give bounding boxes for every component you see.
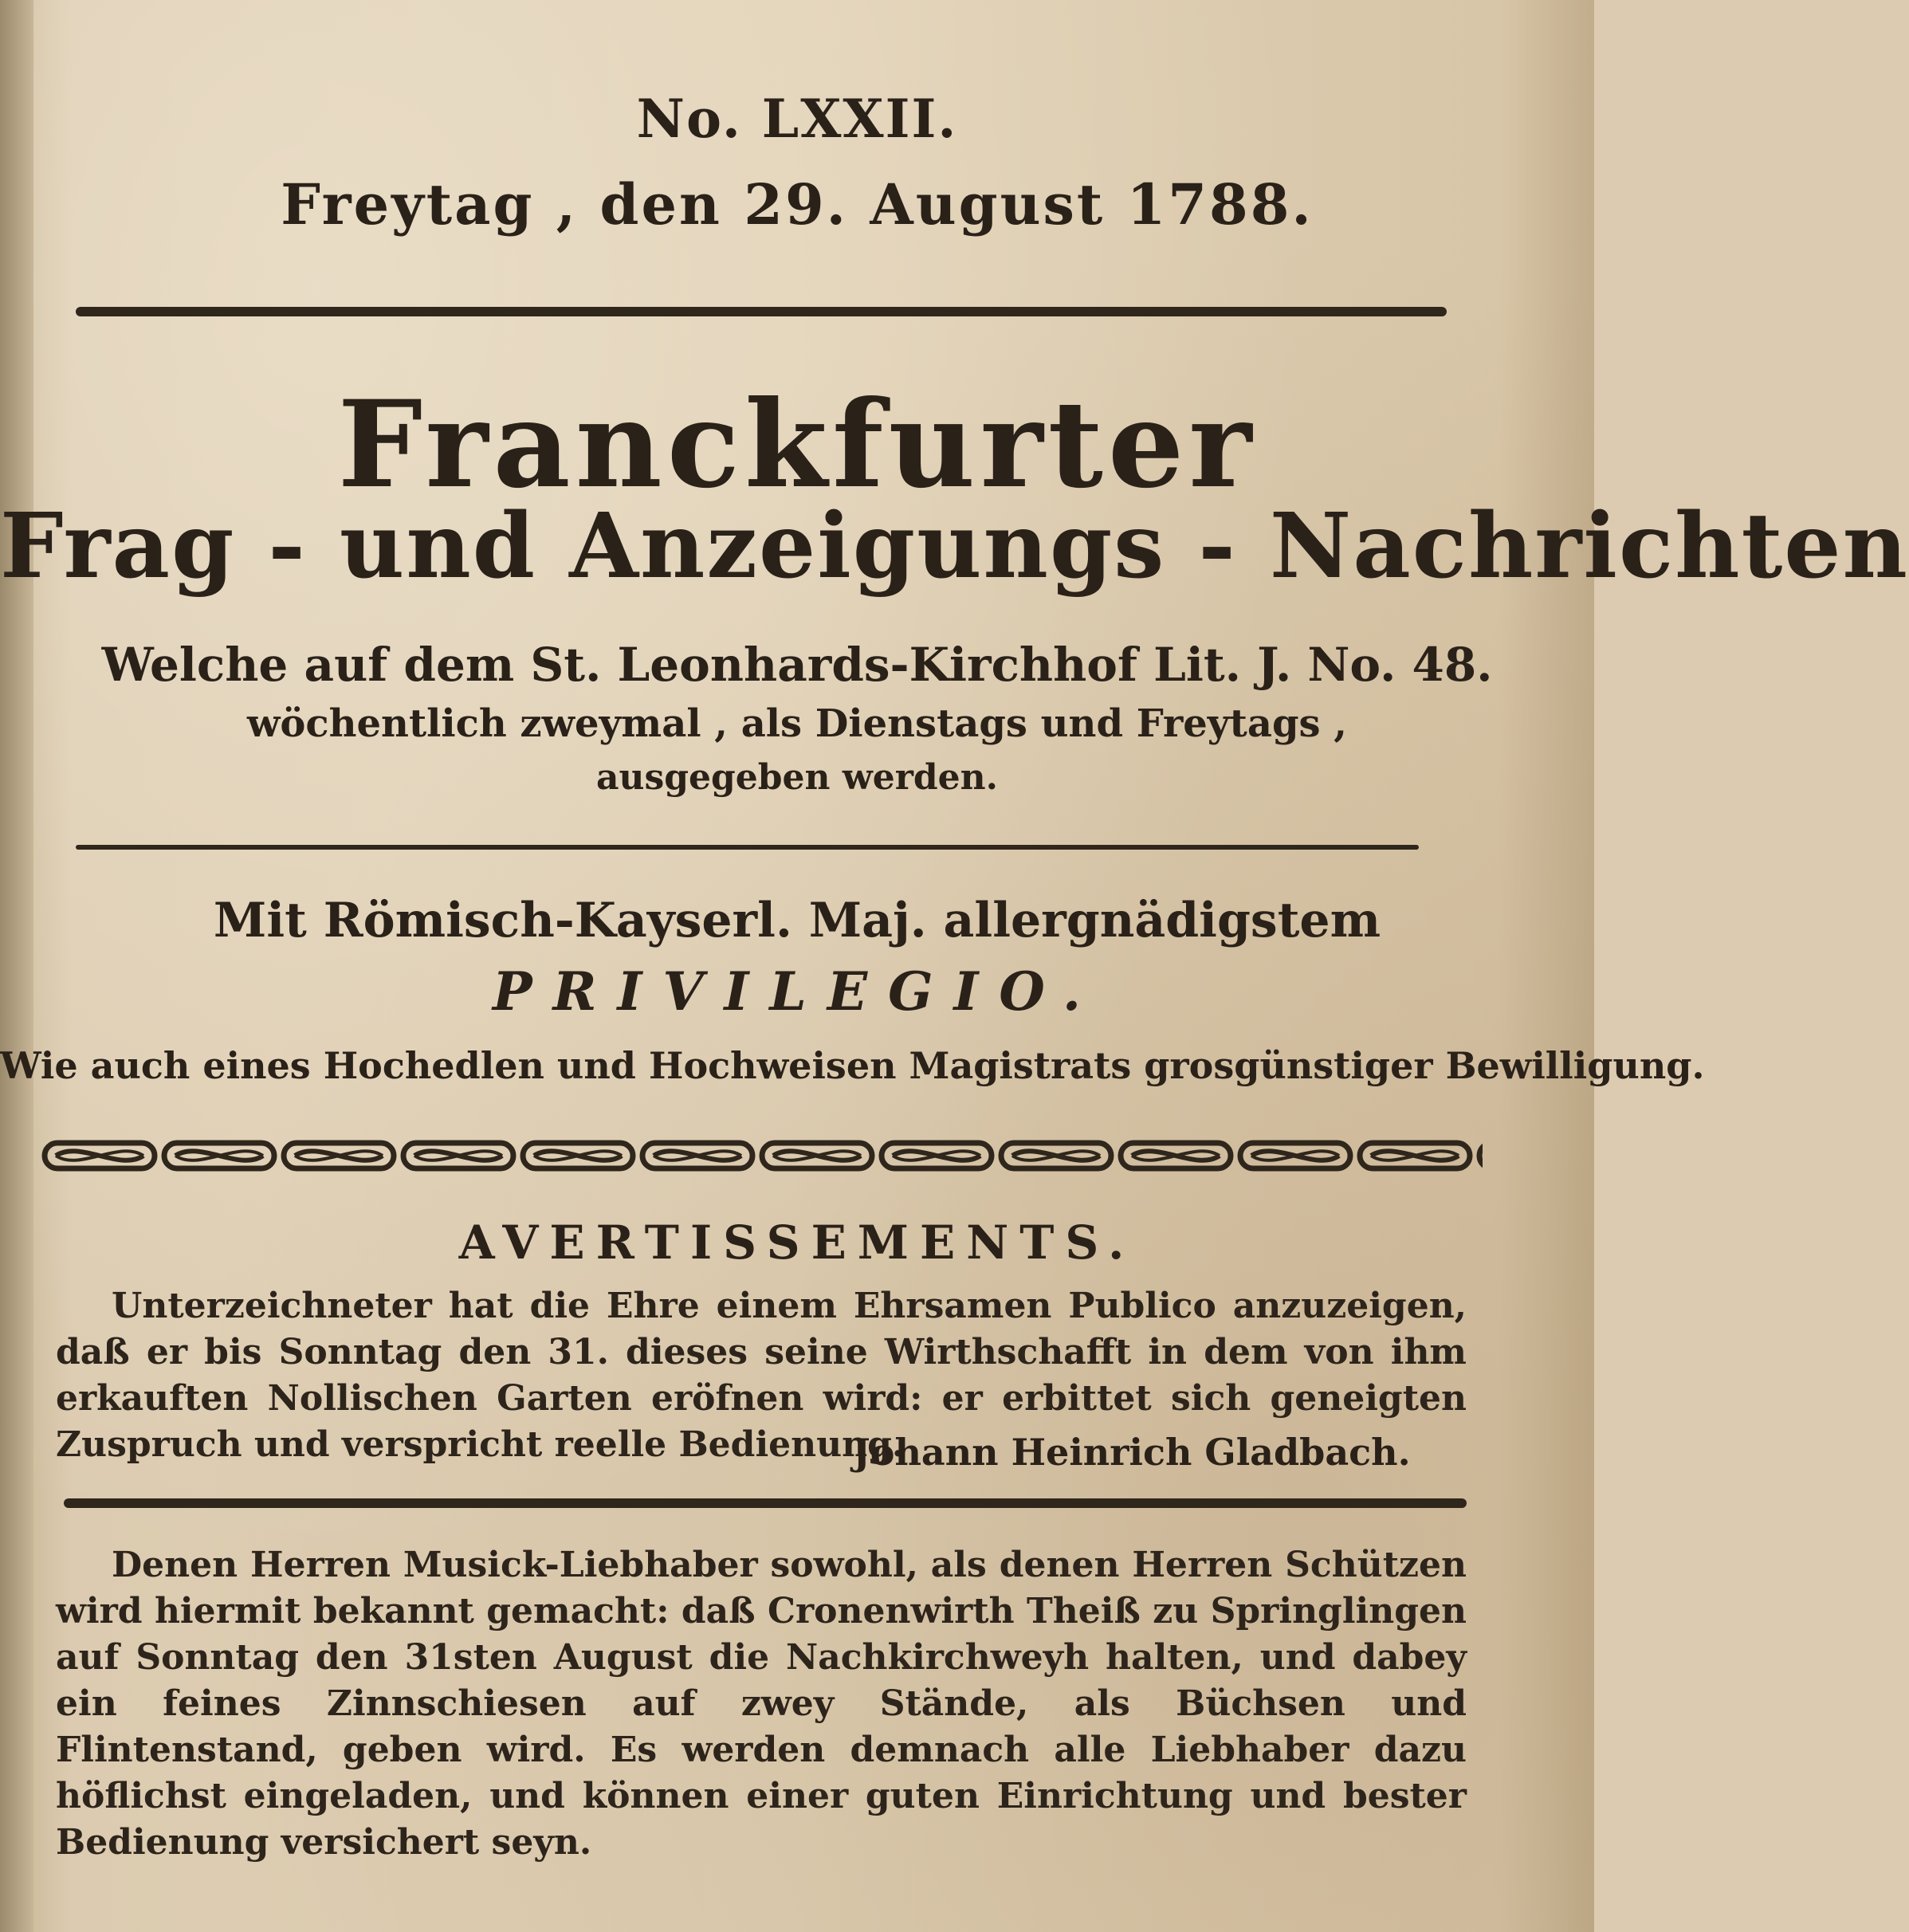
section-title: AVERTISSEMENTS. xyxy=(458,1215,1136,1270)
issue-date: Freytag , den 29. August 1788. xyxy=(281,171,1314,238)
advertisement-2-text: Denen Herren Musick-Liebhaber sowohl, als denen Herren Schützen wird hiermit bekannt gemacht: daß Cronenwirth Theiß zu Springlingen auf Sonntag den 31sten August die Nachkirchweyh halten, und dabey ein feines Zinnschiesen auf zwey Stände, als Büchsen und Flintenstand, geben wird. Es werden demnach alle Liebhaber dazu höflichst eingeladen, und können einer guten Einrichtung und bester Bedienung versichert seyn. xyxy=(56,1545,1467,1863)
masthead-rule xyxy=(76,845,1419,850)
advertisement-2 xyxy=(56,1542,1467,1866)
privilege-line-2: PRIVILEGIO. xyxy=(493,960,1102,1023)
publication-line-1: Welche auf dem St. Leonhards-Kirchhof Lit. J. No. 48. xyxy=(101,638,1493,692)
advertisement-1-text: Unterzeichneter hat die Ehre einem Ehrsamen Publico anzuzeigen, daß er bis Sonntag den 31. dieses seine Wirthschafft in dem von ihm erkauften Nollischen Garten eröfnen wird: er erbittet sich geneigten Zuspruch und verspricht reelle Bedienung. xyxy=(56,1286,1467,1465)
advertisement-divider xyxy=(64,1498,1467,1508)
issue-number: No. LXXII. xyxy=(636,88,958,150)
privilege-line-1: Mit Römisch-Kayserl. Maj. allergnädigstem xyxy=(213,893,1381,948)
privilege-line-3: Wie auch eines Hochedlen und Hochweisen Magistrats grosgünstiger Bewilligung. xyxy=(0,1044,1705,1087)
publication-line-2: wöchentlich zweymal , als Dienstags und Freytags , xyxy=(247,701,1347,746)
header-rule xyxy=(76,307,1447,316)
publication-line-3: ausgegeben werden. xyxy=(596,757,998,798)
advertisement-1-signature: Johann Heinrich Gladbach. xyxy=(853,1431,1411,1474)
masthead-subtitle: Frag - und Anzeigungs - Nachrichten xyxy=(0,494,1909,599)
masthead-title: Franckfurter xyxy=(337,375,1257,515)
ornamental-border xyxy=(40,1132,1483,1180)
